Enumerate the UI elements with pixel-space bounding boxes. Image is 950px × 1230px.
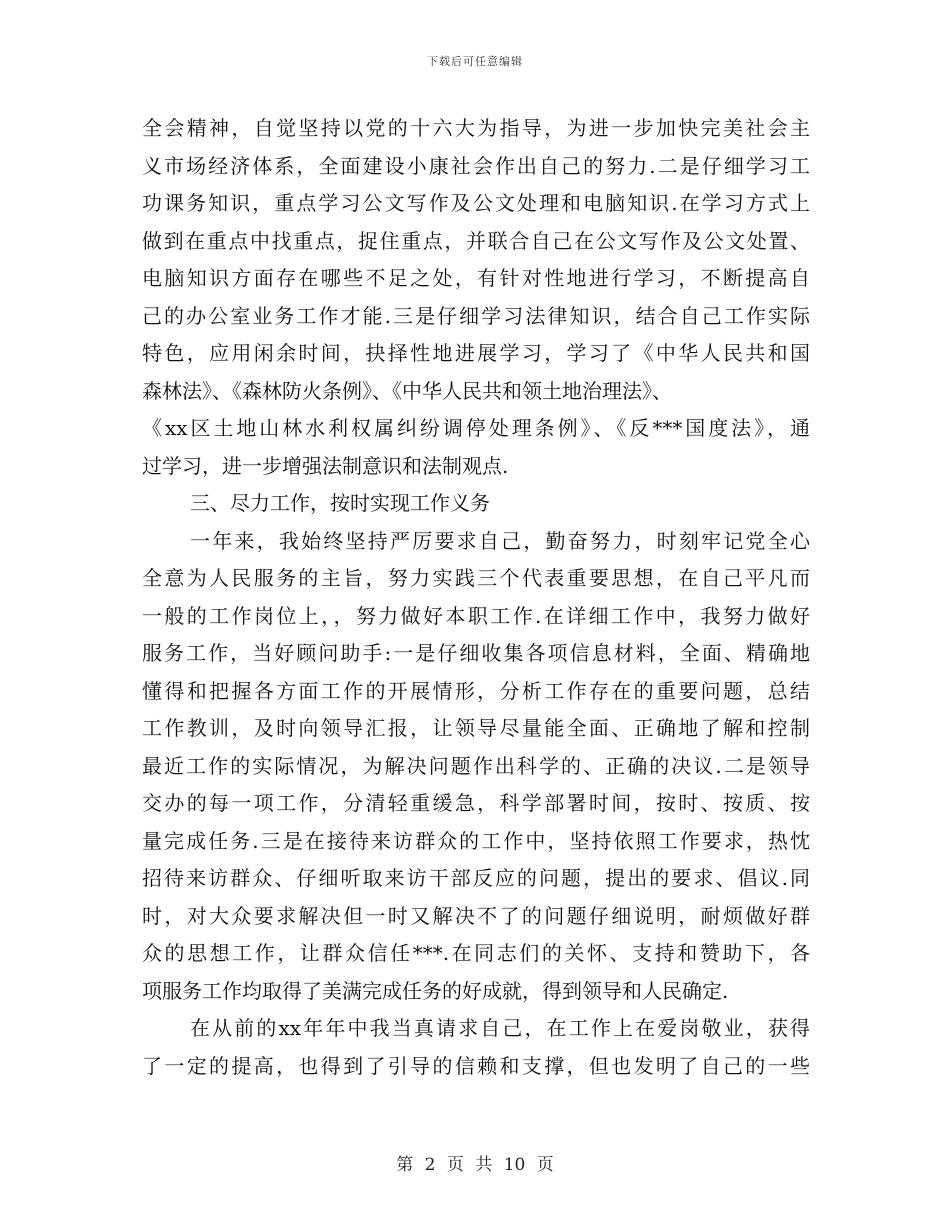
page-label-total-prefix: 共	[475, 1155, 493, 1175]
text-line: 了一定的提高，也得到了引导的信赖和支撑，但也发明了自己的一些	[142, 1053, 810, 1078]
text-line: 招待来访群众、仔细听取来访干部反应的问题，提出的要求、倡议.同	[142, 866, 810, 890]
text-line: 量完成任务.三是在接待来访群众的工作中，坚持依照工作要求，热忱	[142, 828, 810, 853]
text-line: 全会精神，自觉坚持以党的十六大为指导，为进一步加快完美社会主	[142, 116, 810, 140]
text-line: 时，对大众要求解决但一时又解决不了的问题仔细说明，耐烦做好群	[142, 903, 810, 928]
text-line: 功课务知识，重点学习公文写作及公文处理和电脑知识.在学习方式上	[142, 191, 810, 215]
page-label-suffix: 页	[536, 1155, 554, 1175]
text-line: 工作教训，及时向领导汇报，让领导尽量能全面、正确地了解和控制	[142, 716, 810, 740]
page-footer	[0, 1150, 950, 1175]
text-line: 一年来，我始终坚持严厉要求自己，勤奋努力，时刻牢记党全心	[190, 528, 810, 553]
text-line: 森林法》、《森林防火条例》、《中华人民共和领土地治理法》、	[142, 378, 672, 403]
text-line: 一般的工作岗位上，，努力做好本职工作.在详细工作中，我努力做好	[142, 603, 810, 628]
text-line: 特色，应用闲余时间，抉择性地进展学习，学习了《中华人民共和国	[142, 341, 810, 365]
text-line: 《xx区土地山林水利权属纠纷调停处理条例》、《反***国度法》，通	[142, 416, 810, 440]
current-page-number: 2	[424, 1155, 436, 1175]
page-label-prefix: 第	[396, 1155, 414, 1175]
page-header: 下载后可任意编辑	[427, 55, 523, 68]
document-body	[142, 110, 810, 1085]
text-line: 电脑知识方面存在哪些不足之处，有针对性地进行学习，不断提高自	[142, 266, 810, 290]
text-line: 项服务工作均取得了美满完成任务的好成就，得到领导和人民确定.	[142, 978, 729, 1003]
text-line: 过学习，进一步增强法制意识和法制观点.	[142, 453, 509, 478]
text-line: 在从前的xx年年中我当真请求自己，在工作上在爱岗敬业，获得	[190, 1016, 810, 1040]
text-line: 义市场经济体系，全面建设小康社会作出自己的努力.二是仔细学习工	[142, 153, 810, 178]
section-heading: 三、尽力工作，按时实现工作义务	[190, 491, 490, 515]
text-line: 懂得和把握各方面工作的开展情形，分析工作存在的重要问题，总结	[142, 678, 810, 703]
page-label-mid: 页	[446, 1155, 464, 1175]
text-line: 交办的每一项工作，分清轻重缓急，科学部署时间，按时、按质、按	[142, 791, 810, 815]
text-line: 全意为人民服务的主旨，努力实践三个代表重要思想，在自己平凡而	[142, 566, 810, 590]
text-line: 服务工作，当好顾问助手:一是仔细收集各项信息材料，全面、精确地	[142, 641, 810, 665]
text-line: 做到在重点中找重点，捉住重点，并联合自己在公文写作及公文处置、	[142, 228, 810, 253]
text-line: 最近工作的实际情况，为解决问题作出科学的、正确的决议.二是领导	[142, 753, 810, 778]
text-line: 己的办公室业务工作才能.三是仔细学习法律知识，结合自己工作实际	[142, 303, 810, 328]
total-pages-number: 10	[503, 1155, 526, 1175]
text-line: 众的思想工作，让群众信任***.在同志们的关怀、支持和赞助下，各	[142, 941, 810, 965]
